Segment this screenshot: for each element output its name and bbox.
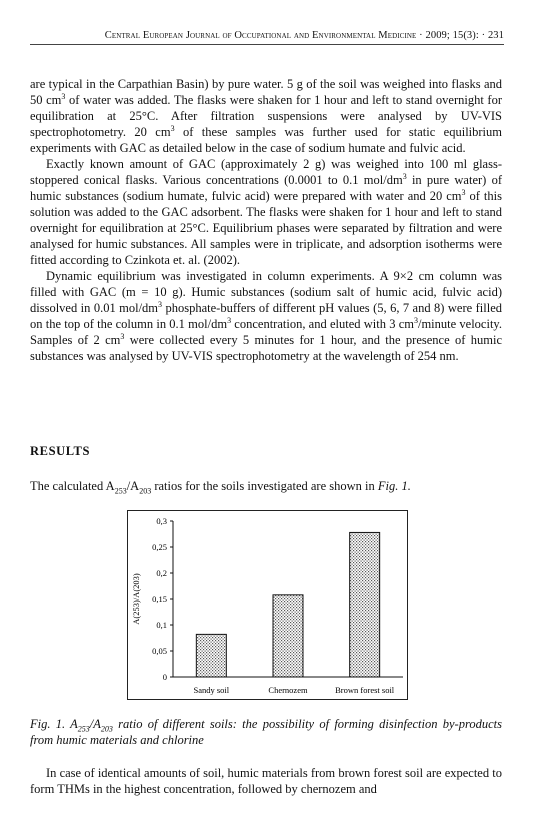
bars: [196, 532, 379, 677]
p3-text-a: Dynamic equilibrium was investigated in column experiments. A 9×2 cm column was filled with GAC (m = 10 g). Humic substances (sodium salt of humic acid, fulvic acid) dissolved in 0.01 mol/dm: [30, 269, 502, 315]
results-heading: RESULTS: [30, 444, 91, 458]
caption-label: Fig. 1. A: [30, 717, 78, 731]
bar-brown-forest-soil: [350, 532, 380, 677]
p2-sup-2: 3: [461, 187, 466, 197]
y-tick-label: 0,05: [152, 646, 167, 656]
x-axis-labels: [194, 685, 395, 695]
caption-slash: /A: [89, 717, 101, 731]
intro-text-b: /A: [126, 479, 140, 493]
intro-sub-2: 203: [139, 486, 152, 496]
x-tick-label: Chernozem: [268, 685, 308, 695]
bar-chart: [127, 510, 408, 700]
bar-sandy-soil: [196, 634, 226, 677]
intro-text-c: ratios for the soils investigated are shown in: [151, 479, 378, 493]
intro-text-a: The calculated A: [30, 479, 115, 493]
p3-sup-2: 3: [227, 315, 232, 325]
p3-text-c: concentration, and eluted with 3 cm: [231, 317, 414, 331]
y-tick-label: 0,15: [152, 594, 167, 604]
y-tick-label: 0,1: [156, 620, 167, 630]
y-axis-label: A(253)/A(203): [131, 573, 141, 625]
y-axis-ticks: [152, 516, 173, 682]
y-tick-label: 0,2: [156, 568, 167, 578]
running-header: [30, 30, 504, 45]
caption-sub-2: 203: [100, 724, 113, 734]
intro-sub-1: 253: [114, 486, 127, 496]
caption-sub-1: 253: [77, 724, 90, 734]
p1-sup-1: 3: [61, 91, 66, 101]
caption-text: ratio of different soils: the possibility of forming disinfection by-products from humic materials and chlorine: [30, 717, 502, 747]
journal-name: Central European Journal of Occupational and Environmental Medicine: [104, 30, 417, 41]
paragraph-1: [30, 76, 502, 156]
p3-sup-1: 3: [158, 299, 163, 309]
results-intro: [30, 478, 502, 494]
p1-text-c: of these samples was further used for static equilibrium experiments with GAC as detailed below in the case of sodium humate and fulvic acid.: [30, 125, 502, 155]
y-tick-label: 0,3: [156, 516, 167, 526]
p2-text-b: in pure water) of humic substances (sodium humate, fulvic acid) were prepared with water and 20 cm: [30, 173, 502, 203]
p3-text-e: were collected every 5 minutes for 1 hour, and the presence of humic substances was analysed by UV-VIS spectrophotometry at the wavelength of 254 nm.: [30, 333, 502, 363]
journal-citation: · 2009; 15(3): · 231: [419, 30, 504, 41]
figure-caption: [30, 716, 502, 748]
p2-sup-1: 3: [402, 171, 407, 181]
p3-text-d: /minute velocity. Samples of 2 cm: [30, 317, 502, 347]
p1-text-a: are typical in the Carpathian Basin) by pure water. 5 g of the soil was weighed into flasks and 50 cm: [30, 77, 502, 107]
methods-text: [30, 76, 502, 364]
figure-reference: Fig. 1.: [377, 479, 411, 493]
p3-sup-3: 3: [413, 315, 418, 325]
p3-sup-4: 3: [120, 331, 125, 341]
p1-sup-2: 3: [170, 123, 175, 133]
p1-text-b: of water was added. The flasks were shaken for 1 hour and left to stand overnight for equilibration at 25°C. After filtration suspensions were analysed by UV-VIS spectrophotometry. 20 cm: [30, 93, 502, 139]
paragraph-4: In case of identical amounts of soil, humic materials from brown forest soil are expected to form THMs in the highest concentration, followed by chernozem and: [30, 766, 502, 796]
paragraph-2: [30, 156, 502, 268]
x-tick-label: Brown forest soil: [335, 685, 395, 695]
chart-canvas: [128, 511, 409, 701]
y-tick-label: 0: [162, 672, 167, 682]
y-tick-label: 0,25: [152, 542, 167, 552]
p3-text-b: phosphate-buffers of different pH values (5, 6, 7 and 8) were filled on the top of the column in 0.1 mol/dm: [30, 301, 502, 331]
paragraph-3: [30, 268, 502, 364]
bar-chernozem: [273, 595, 303, 677]
x-tick-label: Sandy soil: [193, 685, 230, 695]
p2-text-c: of this solution was added to the GAC adsorbent. The flasks were shaken for 1 hour and left to stand overnight for equilibration at 25°C. Equilibrium phases were separated by filtration and were analysed for humic substances. All samples were in triplicate, and adsorption isotherms were fitted according to Czinkota et. al. (2002).: [30, 189, 502, 267]
p2-text-a: Exactly known amount of GAC (approximately 2 g) was weighed into 100 ml glass-stoppered conical flasks. Various concentrations (0.0001 to 0.1 mol/dm: [30, 157, 502, 187]
